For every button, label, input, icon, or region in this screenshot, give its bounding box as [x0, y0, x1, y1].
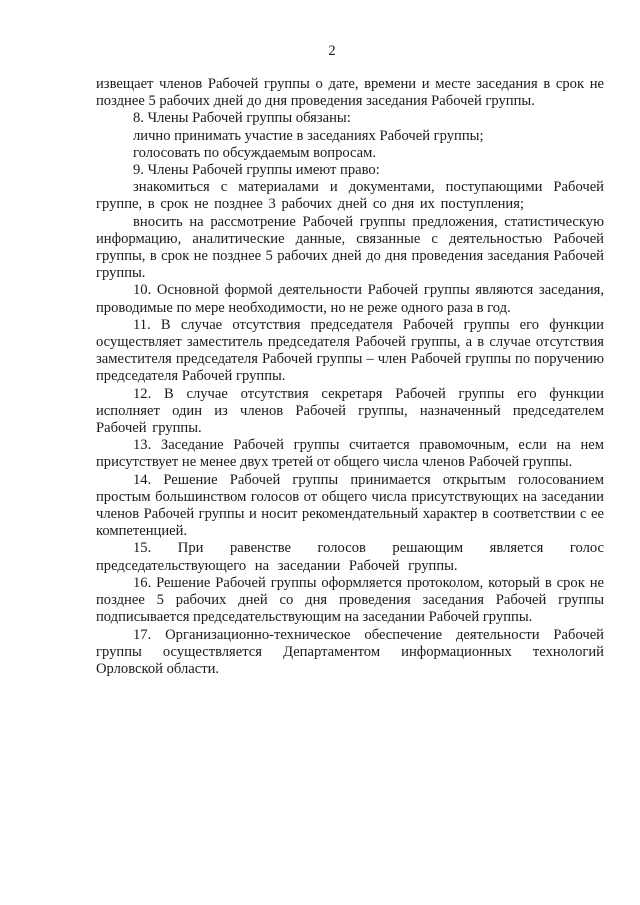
- paragraph-15: 15. При равенстве голосов решающим является голос председательствующего на заседании Рабочей группы.: [96, 540, 604, 574]
- paragraph-17: 17. Организационно-техническое обеспечение деятельности Рабочей группы осуществляется Департаментом информационных технологий Орловской области.: [96, 626, 604, 677]
- paragraph-13: 13. Заседание Рабочей группы считается правомочным, если на нем присутствует не менее двух третей от общего числа членов Рабочей группы.: [96, 437, 604, 471]
- paragraph-8-item-1: лично принимать участие в заседаниях Рабочей группы;: [133, 127, 484, 144]
- paragraph-8-item-2: голосовать по обсуждаемым вопросам.: [133, 144, 377, 161]
- paragraph-12: 12. В случае отсутствия секретаря Рабочей группы его функции исполняет один из членов Рабочей группы, назначенный председателем Рабочей группы.: [96, 385, 604, 437]
- paragraph-14: 14. Решение Рабочей группы принимается открытым голосованием простым большинством голосов от общего числа присутствующих на заседании членов Рабочей группы и носит рекомендательный характер в соответствии с ее компетенцией.: [96, 471, 604, 540]
- paragraph-9-heading: 9. Члены Рабочей группы имеют право:: [133, 162, 380, 179]
- page-number: 2: [328, 43, 336, 59]
- paragraph-16: 16. Решение Рабочей группы оформляется протоколом, который в срок не позднее 5 рабочих дней со дня проведения заседания Рабочей группы подписывается председательствующим на заседании Рабочей группы.: [96, 574, 604, 626]
- document-body: [96, 76, 604, 678]
- paragraph-continuation-notice: извещает членов Рабочей группы о дате, времени и месте заседания в срок не позднее 5 рабочих дней до дня проведения заседания Рабочей группы.: [96, 76, 604, 110]
- paragraph-10: 10. Основной формой деятельности Рабочей группы являются заседания, проводимые по мере необходимости, но не реже одного раза в год.: [96, 282, 604, 316]
- paragraph-9-item-2: вносить на рассмотрение Рабочей группы предложения, статистическую информацию, аналитические данные, связанные с деятельностью Рабочей группы, в срок не позднее 5 рабочих дней до дня проведения заседания Рабочей группы.: [96, 213, 604, 282]
- paragraph-11: 11. В случае отсутствия председателя Рабочей группы его функции осуществляет заместитель председателя Рабочей группы, а в случае отсутствия заместителя председателя Рабочей группы – член Рабочей группы по поручению председателя Рабочей группы.: [96, 316, 604, 385]
- paragraph-9-item-1: знакомиться с материалами и документами, поступающими Рабочей группе, в срок не позднее 3 рабочих дней со дня их поступления;: [96, 179, 604, 213]
- paragraph-8-heading: 8. Члены Рабочей группы обязаны:: [133, 110, 351, 127]
